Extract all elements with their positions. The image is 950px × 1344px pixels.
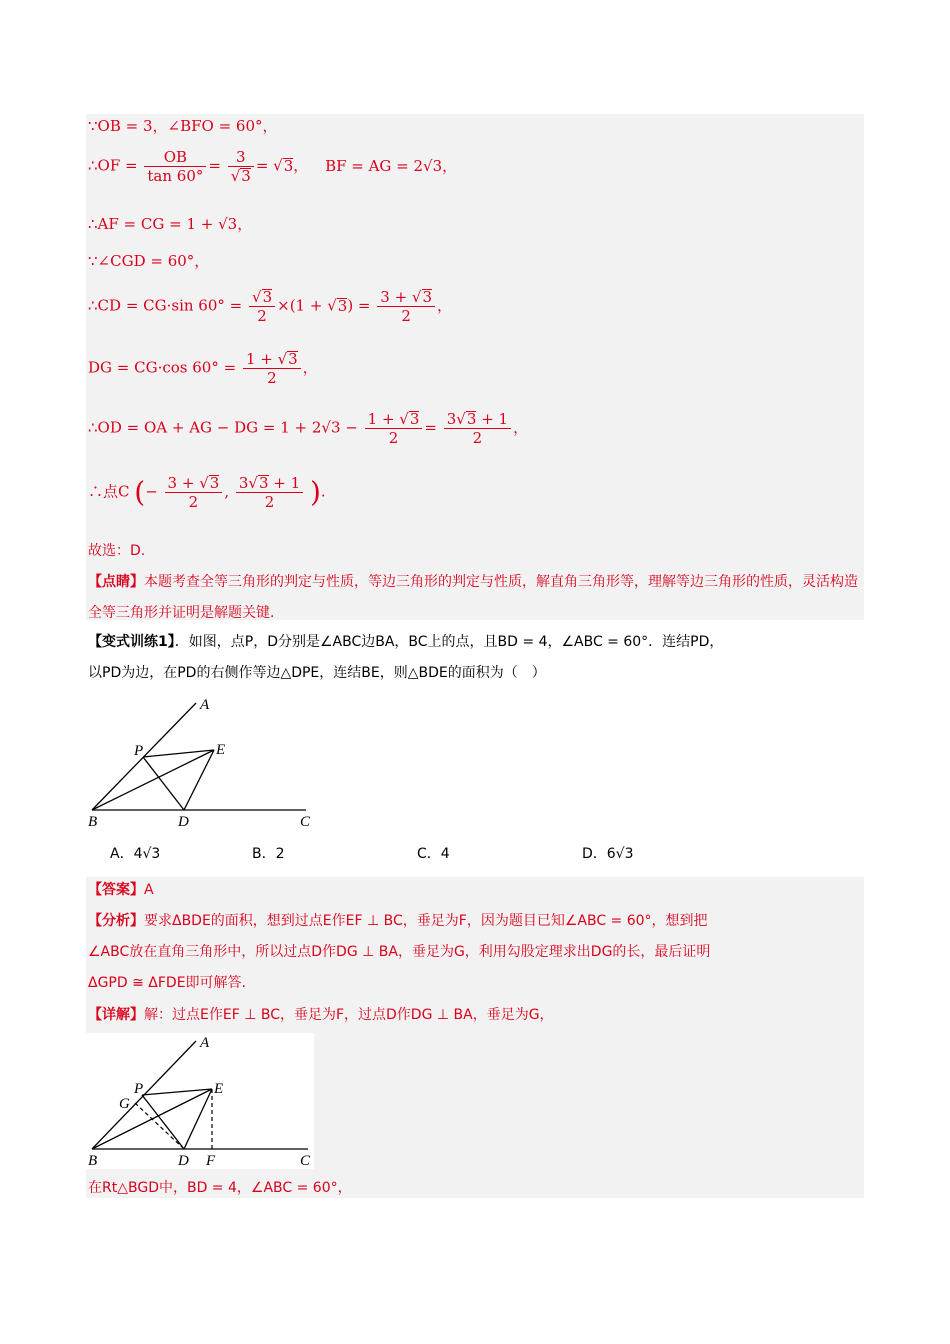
fraction-c-y: $\frac{3√3 + 1}{2}$ bbox=[236, 474, 303, 511]
solution-line-3: ∴AF = CG = 1 + √3， bbox=[88, 215, 253, 233]
figure-1 bbox=[84, 693, 324, 833]
comment-paragraph bbox=[88, 567, 858, 629]
option-d[interactable]: D．6√3 bbox=[582, 846, 634, 862]
fraction-root3-2: $\frac{√3}{2}$ bbox=[249, 288, 275, 325]
od-lhs: ∴OD = OA + AG − DG = 1 + 2√3 − bbox=[88, 418, 358, 437]
problem-tag: 【变式训练1】 bbox=[88, 634, 175, 650]
label-b: B bbox=[88, 814, 98, 830]
solution-line-6: DG = CG·cos 60° = $\frac{1 + √3}{2}$ ， bbox=[88, 350, 318, 387]
problem-paragraph bbox=[88, 627, 858, 689]
answer-tag: 【答案】 bbox=[88, 882, 144, 898]
label2-g: G bbox=[119, 1096, 130, 1112]
fraction-c-x: $\frac{3 + √3}{2}$ bbox=[165, 474, 223, 511]
answer-line bbox=[88, 875, 858, 906]
problem-text-2: 以PD为边，在PD的右侧作等边△DPE，连结BE，则△BDE的面积为（ ） bbox=[88, 665, 546, 681]
cd-lhs: ∴CD = CG·sin 60° = bbox=[88, 296, 243, 315]
analysis-paragraph bbox=[88, 906, 858, 999]
fraction-3plusroot3-2: $\frac{3 + √3}{2}$ bbox=[377, 288, 435, 325]
label-d: D bbox=[178, 814, 189, 830]
fraction-1plusroot3-2: $\frac{1 + √3}{2}$ bbox=[243, 350, 301, 387]
solution-line-4: ∵∠CGD = 60°， bbox=[88, 252, 210, 270]
of-lhs: ∴OF = bbox=[88, 156, 138, 175]
label-a: A bbox=[200, 697, 210, 713]
option-a[interactable]: A．4√3 bbox=[110, 846, 161, 862]
option-b[interactable]: B．2 bbox=[252, 846, 285, 862]
solution-line-7: ∴OD = OA + AG − DG = 1 + 2√3 − $\frac{1 + √3}{2}$ = $\frac{3√3 + 1}{2}$ ， bbox=[88, 410, 529, 447]
comment-tag: 【点睛】 bbox=[88, 574, 144, 590]
label2-a: A bbox=[200, 1035, 210, 1051]
detail-paragraph bbox=[88, 1000, 858, 1031]
analysis-1: 要求ΔBDE的面积，想到过点E作EF ⊥ BC，垂足为F，因为题目已知∠ABC = 60°，想到把 bbox=[144, 913, 708, 929]
label2-d: D bbox=[178, 1153, 189, 1169]
solution-line-2: ∴OF = $\frac{OB}{\tan 60^\circ}$ = $\frac{3}{√3}$ = √3， BF = AG = 2√3， bbox=[88, 148, 458, 185]
problem-text-1: ．如图，点P，D分别是∠ABC边BA，BC上的点，且BD = 4，∠ABC = 60°．连结PD， bbox=[174, 634, 724, 650]
fraction-1plusroot3-2b: $\frac{1 + √3}{2}$ bbox=[365, 410, 423, 447]
solution-line-5: ∴CD = CG·sin 60° = $\frac{√3}{2}$ ×(1 + √3) = $\frac{3 + √3}{2}$ ， bbox=[88, 288, 453, 325]
choice-line: 故选：D. bbox=[88, 543, 146, 559]
fraction-3-root3: $\frac{3}{√3}$ bbox=[228, 148, 254, 185]
analysis-tag: 【分析】 bbox=[88, 913, 144, 929]
analysis-3: ΔGPD ≅ ΔFDE即可解答. bbox=[88, 975, 246, 991]
label-e: E bbox=[216, 742, 226, 758]
last-line: 在Rt△BGD中，BD = 4，∠ABC = 60°， bbox=[88, 1180, 352, 1196]
label2-p: P bbox=[134, 1081, 144, 1097]
figure-2 bbox=[86, 1033, 314, 1169]
label2-e: E bbox=[214, 1081, 224, 1097]
point-c-lhs: ∴点C bbox=[88, 482, 130, 501]
solution-line-8: ∴点C (− $\frac{3 + √3}{2}$ , $\frac{3√3 + 1}{2}$ ). bbox=[88, 474, 326, 511]
label-c: C bbox=[300, 814, 311, 830]
label2-f: F bbox=[206, 1153, 216, 1169]
analysis-2: ∠ABC放在直角三角形中，所以过点D作DG ⊥ BA，垂足为G，利用勾股定理求出DG的长，最后证明 bbox=[88, 944, 711, 960]
label2-c: C bbox=[300, 1153, 311, 1169]
answer-value: A bbox=[144, 882, 154, 898]
detail-text: 解：过点E作EF ⊥ BC，垂足为F，过点D作DG ⊥ BA，垂足为G， bbox=[144, 1007, 554, 1023]
fraction-ob-tan: $\frac{OB}{\tan 60^\circ}$ bbox=[144, 148, 206, 185]
dg-lhs: DG = CG·cos 60° = bbox=[88, 358, 237, 377]
comment-text: 本题考查全等三角形的判定与性质，等边三角形的判定与性质，解直角三角形等，理解等边三角形的性质，灵活构造全等三角形并证明是解题关键. bbox=[88, 574, 858, 621]
option-c[interactable]: C．4 bbox=[417, 846, 450, 862]
solution-line-1: ∵OB = 3，∠BFO = 60°， bbox=[88, 117, 278, 135]
fraction-3root3plus1-2: $\frac{3√3 + 1}{2}$ bbox=[444, 410, 511, 447]
label-p: P bbox=[134, 743, 144, 759]
bf-ag: BF = AG = 2√3， bbox=[325, 156, 458, 175]
detail-tag: 【详解】 bbox=[88, 1007, 144, 1023]
label2-b: B bbox=[88, 1153, 98, 1169]
